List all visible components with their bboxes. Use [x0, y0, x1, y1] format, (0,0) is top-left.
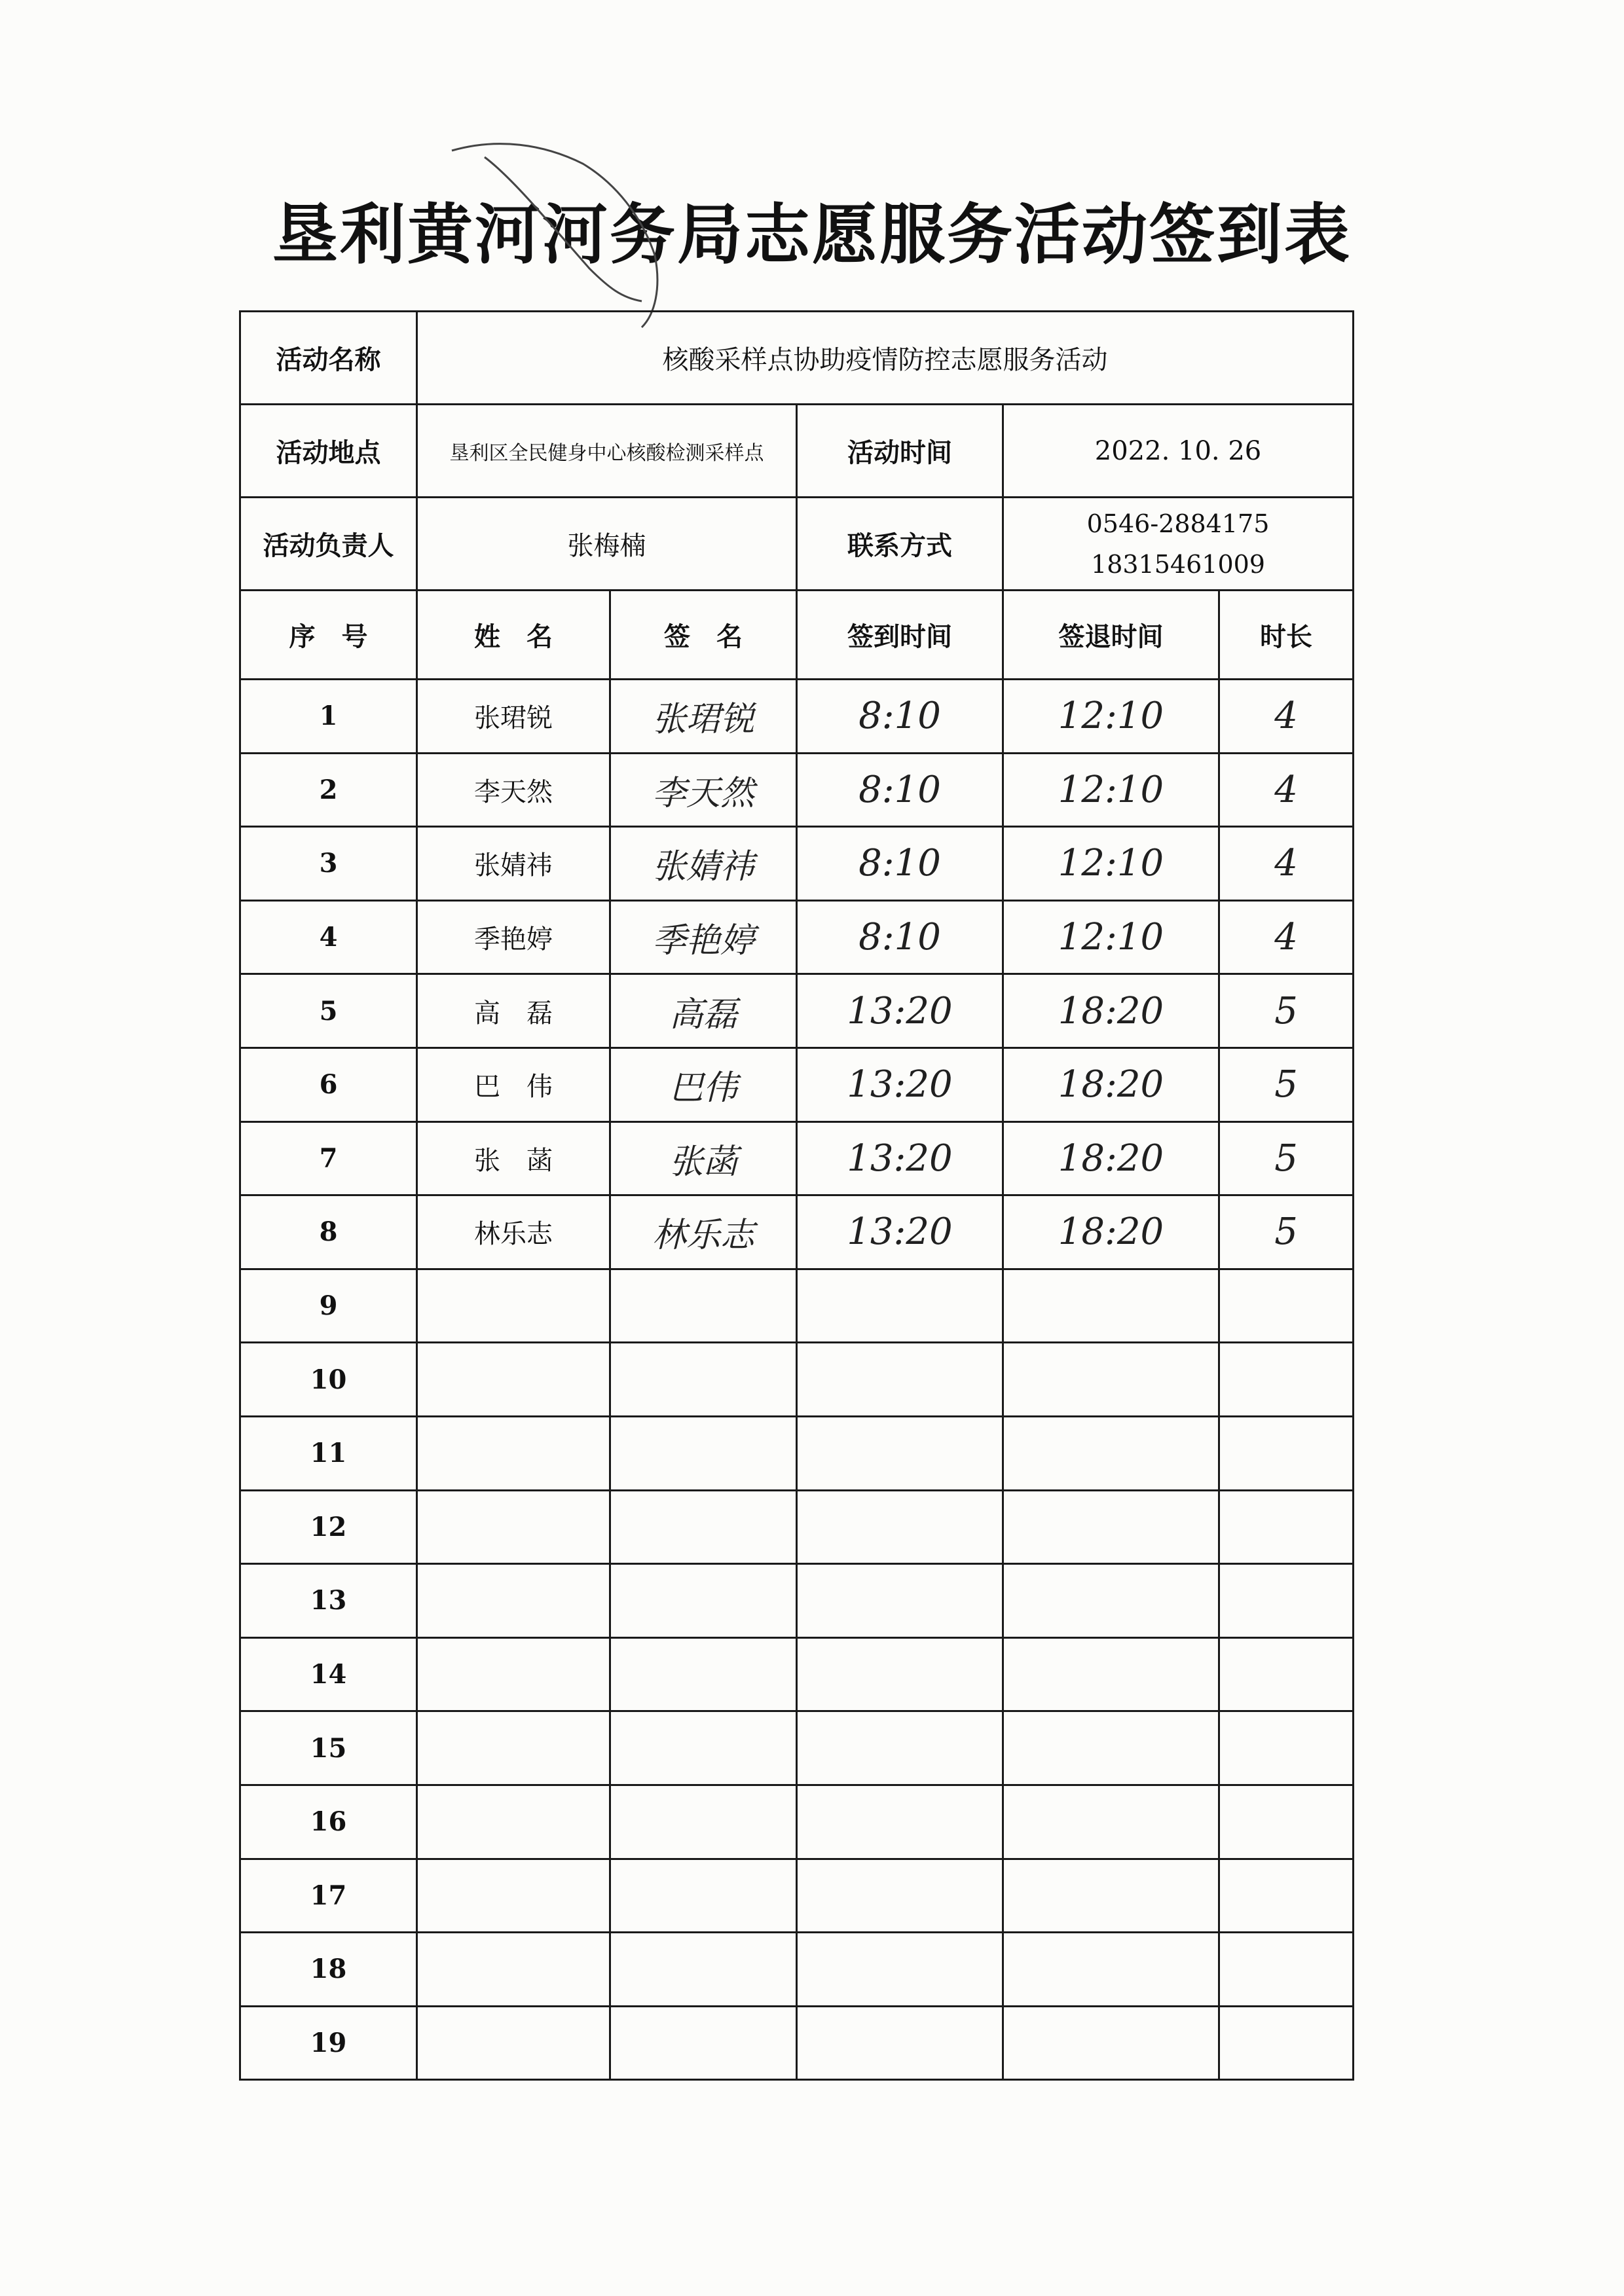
row-name: 季艳婷	[417, 900, 610, 974]
row-sign-out-time	[1003, 1343, 1219, 1417]
row-name	[417, 1564, 610, 1638]
row-name: 高 磊	[417, 974, 610, 1048]
table-row	[240, 1416, 1354, 1490]
row-number: 16	[240, 1785, 417, 1859]
row-duration: 5	[1219, 1048, 1354, 1121]
info-row-activity	[240, 312, 1354, 405]
row-duration: 5	[1219, 1121, 1354, 1195]
row-signature	[610, 1564, 797, 1638]
row-duration: 4	[1219, 827, 1354, 901]
row-duration: 4	[1219, 680, 1354, 754]
table-row	[240, 827, 1354, 901]
row-number: 13	[240, 1564, 417, 1638]
row-number: 6	[240, 1048, 417, 1121]
row-name: 张婧祎	[417, 827, 610, 901]
row-number: 8	[240, 1195, 417, 1269]
page-title: 垦利黄河河务局志愿服务活动签到表	[272, 196, 1352, 273]
row-name	[417, 1343, 610, 1417]
row-number: 3	[240, 827, 417, 901]
row-signature: 林乐志	[610, 1195, 797, 1269]
row-signature: 张婧祎	[610, 827, 797, 901]
row-name	[417, 1269, 610, 1343]
row-signature	[610, 1343, 797, 1417]
row-number: 19	[240, 2006, 417, 2080]
row-sign-in-time: 8:10	[797, 753, 1003, 827]
table-row	[240, 1490, 1354, 1564]
table-row	[240, 974, 1354, 1048]
col-header-name: 姓 名	[417, 591, 610, 680]
row-signature	[610, 1711, 797, 1785]
row-sign-out-time: 18:20	[1003, 1121, 1219, 1195]
row-number: 12	[240, 1490, 417, 1564]
table-row	[240, 1195, 1354, 1269]
row-duration	[1219, 1711, 1354, 1785]
contact-phone-2: 18315461009	[1091, 549, 1265, 579]
row-sign-in-time: 13:20	[797, 1195, 1003, 1269]
row-signature	[610, 1416, 797, 1490]
table-row	[240, 1933, 1354, 2007]
col-header-signature: 签 名	[610, 591, 797, 680]
col-header-duration: 时长	[1219, 591, 1354, 680]
row-name: 李天然	[417, 753, 610, 827]
row-number: 1	[240, 680, 417, 754]
row-duration	[1219, 1785, 1354, 1859]
row-duration	[1219, 2006, 1354, 2080]
pen-scribble	[445, 137, 720, 334]
row-number: 14	[240, 1637, 417, 1711]
row-name: 张珺锐	[417, 680, 610, 754]
row-sign-out-time	[1003, 1711, 1219, 1785]
row-number: 15	[240, 1711, 417, 1785]
sign-in-table	[239, 310, 1354, 2081]
activity-name-label: 活动名称	[240, 312, 417, 405]
row-sign-in-time	[797, 1416, 1003, 1490]
row-duration	[1219, 1933, 1354, 2007]
location-label: 活动地点	[240, 405, 417, 498]
row-sign-out-time	[1003, 1564, 1219, 1638]
row-signature	[610, 1785, 797, 1859]
row-duration: 5	[1219, 1195, 1354, 1269]
row-number: 2	[240, 753, 417, 827]
row-sign-out-time	[1003, 1637, 1219, 1711]
leader-value: 张梅楠	[417, 498, 797, 591]
row-sign-in-time	[797, 1490, 1003, 1564]
row-name	[417, 1933, 610, 2007]
row-name	[417, 1859, 610, 1933]
row-number: 11	[240, 1416, 417, 1490]
row-sign-out-time	[1003, 1416, 1219, 1490]
row-duration	[1219, 1269, 1354, 1343]
row-name	[417, 1416, 610, 1490]
location-value: 垦利区全民健身中心核酸检测采样点	[417, 405, 797, 498]
row-sign-in-time	[797, 1564, 1003, 1638]
row-duration: 5	[1219, 974, 1354, 1048]
data-rows	[240, 680, 1354, 2080]
info-row-leader	[240, 498, 1354, 591]
row-signature	[610, 1933, 797, 2007]
row-signature: 李天然	[610, 753, 797, 827]
row-signature	[610, 2006, 797, 2080]
row-sign-in-time: 13:20	[797, 1121, 1003, 1195]
col-header-no: 序 号	[240, 591, 417, 680]
row-number: 4	[240, 900, 417, 974]
row-duration	[1219, 1343, 1354, 1417]
row-duration	[1219, 1637, 1354, 1711]
row-signature: 张菡	[610, 1121, 797, 1195]
table-row	[240, 900, 1354, 974]
contact-value	[1003, 498, 1354, 591]
leader-label: 活动负责人	[240, 498, 417, 591]
row-number: 17	[240, 1859, 417, 1933]
time-label: 活动时间	[797, 405, 1003, 498]
table-row	[240, 1637, 1354, 1711]
row-signature	[610, 1859, 797, 1933]
row-sign-out-time	[1003, 1269, 1219, 1343]
row-name	[417, 1637, 610, 1711]
col-header-sign-out: 签退时间	[1003, 591, 1219, 680]
row-duration	[1219, 1564, 1354, 1638]
row-name	[417, 2006, 610, 2080]
row-signature: 巴伟	[610, 1048, 797, 1121]
row-sign-out-time	[1003, 1859, 1219, 1933]
row-sign-in-time	[797, 1269, 1003, 1343]
row-signature	[610, 1637, 797, 1711]
row-signature: 季艳婷	[610, 900, 797, 974]
table-row	[240, 1785, 1354, 1859]
row-name	[417, 1711, 610, 1785]
row-duration: 4	[1219, 900, 1354, 974]
row-number: 10	[240, 1343, 417, 1417]
row-name: 林乐志	[417, 1195, 610, 1269]
table-row	[240, 680, 1354, 754]
contact-phone-1: 0546-2884175	[1086, 509, 1270, 538]
row-sign-out-time: 18:20	[1003, 1195, 1219, 1269]
table-row	[240, 1564, 1354, 1638]
row-signature	[610, 1490, 797, 1564]
table-row	[240, 1269, 1354, 1343]
row-name	[417, 1490, 610, 1564]
column-header-row	[240, 591, 1354, 680]
row-duration: 4	[1219, 753, 1354, 827]
row-signature: 高磊	[610, 974, 797, 1048]
table-row	[240, 1121, 1354, 1195]
row-sign-out-time	[1003, 2006, 1219, 2080]
col-header-sign-in: 签到时间	[797, 591, 1003, 680]
row-sign-out-time: 18:20	[1003, 1048, 1219, 1121]
row-name: 巴 伟	[417, 1048, 610, 1121]
row-sign-in-time	[797, 1711, 1003, 1785]
row-duration	[1219, 1490, 1354, 1564]
time-value: 2022. 10. 26	[1003, 405, 1354, 498]
row-sign-in-time	[797, 1637, 1003, 1711]
row-sign-out-time	[1003, 1785, 1219, 1859]
row-duration	[1219, 1416, 1354, 1490]
row-sign-in-time	[797, 2006, 1003, 2080]
contact-label: 联系方式	[797, 498, 1003, 591]
row-sign-out-time	[1003, 1933, 1219, 2007]
row-sign-in-time: 8:10	[797, 827, 1003, 901]
row-sign-out-time	[1003, 1490, 1219, 1564]
row-sign-in-time	[797, 1859, 1003, 1933]
row-number: 5	[240, 974, 417, 1048]
row-sign-out-time: 12:10	[1003, 753, 1219, 827]
row-sign-in-time: 8:10	[797, 900, 1003, 974]
row-number: 18	[240, 1933, 417, 2007]
row-sign-out-time: 12:10	[1003, 680, 1219, 754]
row-sign-in-time: 8:10	[797, 680, 1003, 754]
info-row-location	[240, 405, 1354, 498]
row-sign-in-time	[797, 1785, 1003, 1859]
row-sign-in-time	[797, 1343, 1003, 1417]
row-duration	[1219, 1859, 1354, 1933]
row-sign-out-time: 12:10	[1003, 900, 1219, 974]
activity-name-value: 核酸采样点协助疫情防控志愿服务活动	[417, 312, 1354, 405]
row-signature: 张珺锐	[610, 680, 797, 754]
row-sign-out-time: 12:10	[1003, 827, 1219, 901]
row-sign-out-time: 18:20	[1003, 974, 1219, 1048]
table-row	[240, 1343, 1354, 1417]
row-number: 7	[240, 1121, 417, 1195]
table-row	[240, 2006, 1354, 2080]
row-number: 9	[240, 1269, 417, 1343]
table-row	[240, 753, 1354, 827]
row-signature	[610, 1269, 797, 1343]
row-sign-in-time: 13:20	[797, 974, 1003, 1048]
row-name	[417, 1785, 610, 1859]
table-row	[240, 1859, 1354, 1933]
row-sign-in-time	[797, 1933, 1003, 2007]
row-sign-in-time: 13:20	[797, 1048, 1003, 1121]
table-row	[240, 1048, 1354, 1121]
table-row	[240, 1711, 1354, 1785]
row-name: 张 菡	[417, 1121, 610, 1195]
